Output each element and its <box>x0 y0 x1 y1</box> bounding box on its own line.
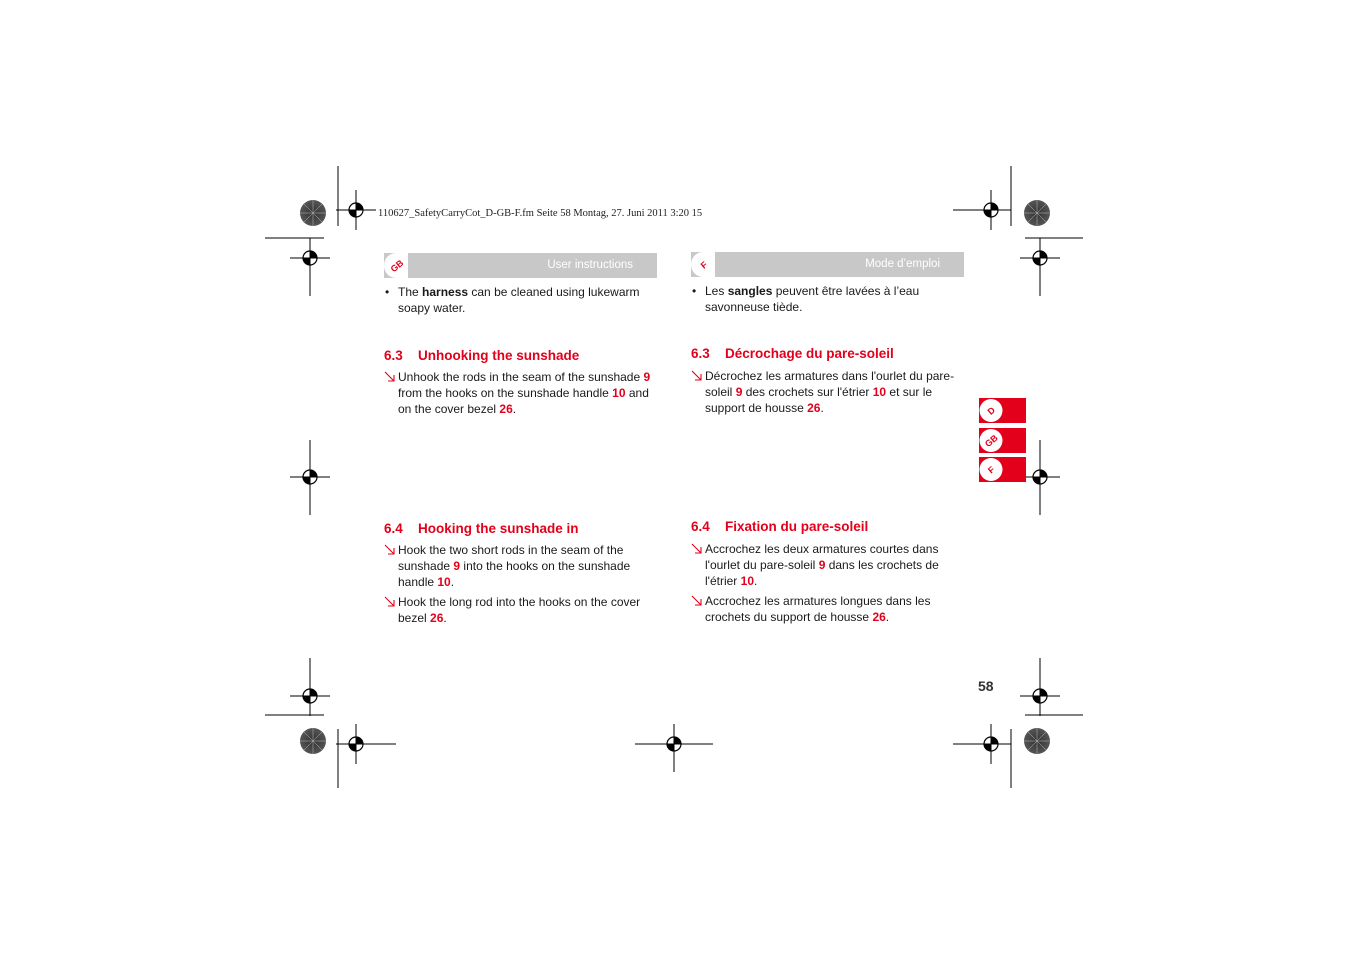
gb-section-6-3-steps <box>384 369 652 421</box>
gb-header-bar <box>384 253 657 278</box>
arrow-step-icon <box>384 543 396 556</box>
fr-section-6-3-heading: 6.3 Décrochage du pare-soleil <box>691 346 894 361</box>
file-info-line: 110627_SafetyCarryCot_D-GB-F.fm Seite 58 Montag, 27. Juni 2011 3:20 15 <box>378 208 703 219</box>
gb-bullet: • The harness can be cleaned using lukewarm soapy water. <box>385 285 640 315</box>
fr-header-bar <box>691 252 964 277</box>
list-item: Décrochez les armatures dans l'ourlet du pare-soleil 9 des crochets sur l'étrier 10 et sur le support de housse 26. <box>691 368 959 416</box>
fr-section-6-3-steps <box>691 368 959 420</box>
svg-text:F: F <box>986 464 997 476</box>
list-item: Hook the two short rods in the seam of the sunshade 9 into the hooks on the sunshade handle 10. <box>384 542 652 590</box>
svg-text:GB: GB <box>388 257 406 275</box>
arrow-step-icon <box>691 542 703 555</box>
arrow-step-icon <box>384 595 396 608</box>
fr-bullet: • Les sangles peuvent être lavées à l’eau savonneuse tiède. <box>692 284 920 314</box>
arrow-step-icon <box>384 370 396 383</box>
list-item: Hook the long rod into the hooks on the cover bezel 26. <box>384 594 652 626</box>
page-number: 58 <box>978 678 994 694</box>
svg-text:D: D <box>985 404 998 417</box>
list-item: Accrochez les deux armatures courtes dans l'ourlet du pare-soleil 9 dans les crochets de l'étrier 10. <box>691 541 959 589</box>
tab-d[interactable] <box>979 398 1026 423</box>
svg-text:F: F <box>698 259 710 271</box>
fr-lang-badge-icon <box>691 252 715 277</box>
tab-f[interactable] <box>979 457 1026 482</box>
list-item: Accrochez les armatures longues dans les crochets du support de housse 26. <box>691 593 959 625</box>
fr-header-title: Mode d’emploi <box>865 258 940 270</box>
svg-text:GB: GB <box>982 432 1000 450</box>
tab-gb[interactable] <box>979 428 1026 453</box>
gb-section-6-3-heading: 6.3 Unhooking the sunshade <box>384 348 580 363</box>
gb-lang-badge-icon <box>384 253 408 278</box>
gb-section-6-4-heading: 6.4 Hooking the sunshade in <box>384 521 579 536</box>
arrow-step-icon <box>691 369 703 382</box>
list-item: Unhook the rods in the seam of the sunshade 9 from the hooks on the sunshade handle 10 and on the cover bezel 26. <box>384 369 652 417</box>
fr-section-6-4-heading: 6.4 Fixation du pare-soleil <box>691 519 869 534</box>
fr-section-6-4-steps <box>691 541 959 629</box>
arrow-step-icon <box>691 594 703 607</box>
gb-header-title: User instructions <box>547 259 633 271</box>
gb-section-6-4-steps <box>384 542 652 630</box>
